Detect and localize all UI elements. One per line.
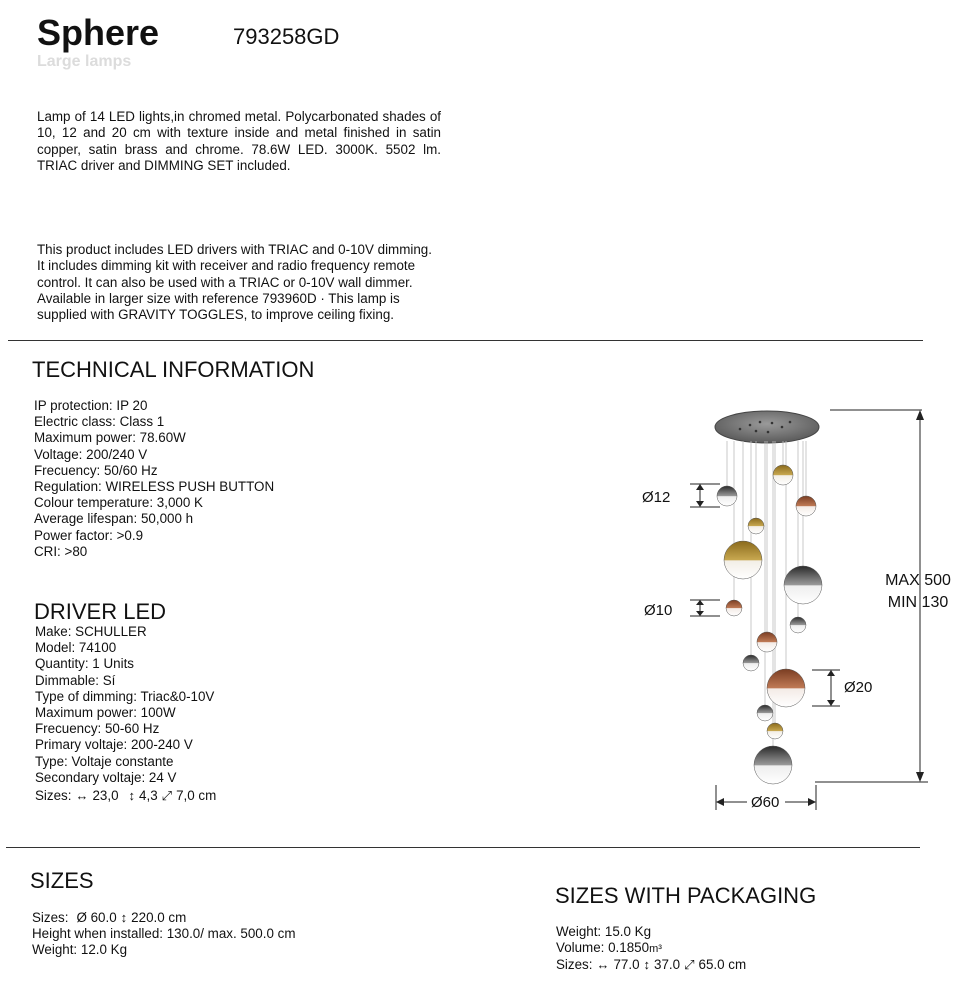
technical-line: IP protection: IP 20 <box>34 398 148 413</box>
packaging-width: 77.0 <box>613 957 640 973</box>
product-reference: 793258GD <box>233 24 340 49</box>
driver-sizes <box>35 788 216 804</box>
driver-height: 4,3 <box>139 788 158 804</box>
min-height-label: MIN 130 <box>887 594 949 611</box>
driver-line: Primary voltaje: 200-240 V <box>35 737 193 753</box>
sphere <box>757 632 777 652</box>
diameter-60-label: Ø60 <box>751 794 780 811</box>
sphere <box>757 705 773 721</box>
driver-sizes-label: Sizes: <box>35 788 72 804</box>
width-arrow-icon: ↔ <box>75 788 89 804</box>
diameter-12-label: Ø12 <box>642 489 671 506</box>
sizes-row <box>32 910 296 926</box>
sizes-installed-height: Height when installed: 130.0/ max. 500.0 cm <box>32 926 296 942</box>
technical-line: Power factor: >0.9 <box>34 527 144 543</box>
lamp-canopy <box>715 411 819 443</box>
technical-line: Frecuency: 50/60 Hz <box>34 462 158 478</box>
sphere <box>767 669 805 707</box>
technical-line: Voltage: 200/240 V <box>34 446 148 462</box>
height-arrow-icon: ↕ <box>120 910 128 925</box>
sphere <box>743 655 759 671</box>
driver-line: Frecuency: 50-60 Hz <box>35 721 160 737</box>
sizes-list <box>32 910 296 959</box>
sphere <box>724 541 762 579</box>
driver-heading: DRIVER LED <box>34 599 167 624</box>
lamp-spheres <box>717 465 822 784</box>
packaging-volume-value: Volume: 0.1850 <box>556 940 650 956</box>
sphere <box>748 518 764 534</box>
packaging-list <box>556 924 746 974</box>
width-arrow-icon: ↔ <box>596 957 610 973</box>
technical-line: Maximum power: 78.60W <box>34 430 186 446</box>
technical-line: CRI: >80 <box>34 543 88 559</box>
height-arrow-icon: ↕ <box>643 957 651 973</box>
packaging-volume-unit: m³ <box>649 943 662 956</box>
driver-width: 23,0 <box>92 788 119 804</box>
divider-top <box>8 340 923 341</box>
sphere <box>717 486 737 506</box>
technical-line: Average lifespan: 50,000 h <box>34 511 194 527</box>
diameter-20-label: Ø20 <box>844 679 873 696</box>
product-extra-info: This product includes LED drivers with TRIAC and 0-10V dimming. It includes dimming kit with receiver and radio frequency remote control. It can also be used with a TRIAC or 0-10V wall dimmer. Available in larger size with reference 793960D · This lamp is supplied with GRAVITY TOGGLES, to improve ceiling fixing. <box>37 242 432 323</box>
sphere <box>790 617 806 633</box>
depth-arrow-icon: ⤢ <box>684 957 695 973</box>
driver-depth: 7,0 cm <box>176 788 217 804</box>
max-height-label: MAX 500 <box>885 572 951 589</box>
sizes-diameter: Ø 60.0 <box>76 910 117 925</box>
packaging-height: 37.0 <box>654 957 681 973</box>
driver-line: Maximum power: 100W <box>35 705 176 721</box>
sizes-height: 220.0 cm <box>131 910 187 925</box>
technical-list <box>34 398 274 560</box>
packaging-volume <box>556 940 746 957</box>
driver-line: Quantity: 1 Units <box>35 656 134 672</box>
technical-line: Colour temperature: 3,000 K <box>34 495 203 511</box>
technical-heading: TECHNICAL INFORMATION <box>32 357 315 382</box>
sphere <box>754 746 792 784</box>
height-arrow-icon: ↕ <box>128 788 136 804</box>
driver-line: Make: SCHULLER <box>35 624 147 639</box>
technical-line: Electric class: Class 1 <box>34 414 165 430</box>
packaging-heading: SIZES WITH PACKAGING <box>555 883 817 908</box>
divider-bottom <box>6 847 920 848</box>
driver-line: Dimmable: Sí <box>35 672 116 688</box>
product-category: Large lamps <box>37 53 132 70</box>
packaging-sizes-label: Sizes: <box>556 957 593 973</box>
sphere <box>796 496 816 516</box>
sphere <box>784 566 822 604</box>
driver-line: Type of dimming: Triac&0-10V <box>35 688 215 704</box>
lamp-diagram <box>630 395 960 815</box>
technical-line: Regulation: WIRELESS PUSH BUTTON <box>34 479 275 495</box>
sphere <box>767 723 783 739</box>
product-title: Sphere <box>37 12 160 53</box>
driver-line: Model: 74100 <box>35 640 117 656</box>
depth-arrow-icon: ⤢ <box>161 788 173 804</box>
driver-list <box>35 624 216 804</box>
diameter-10-label: Ø10 <box>644 602 673 619</box>
sphere <box>726 600 742 616</box>
packaging-weight: Weight: 15.0 Kg <box>556 924 652 939</box>
packaging-sizes <box>556 957 746 973</box>
sizes-weight: Weight: 12.0 Kg <box>32 942 128 958</box>
sphere <box>773 465 793 485</box>
sizes-heading: SIZES <box>30 868 94 893</box>
packaging-depth: 65.0 cm <box>698 957 747 973</box>
product-description: Lamp of 14 LED lights,in chromed metal. Polycarbonated shades of 10, 12 and 20 cm with texture inside and metal finished in satin copper, satin brass and chrome. 78.6W LED. 3000K. 5502 lm. TRIAC driver and DIMMING SET included. <box>37 109 441 173</box>
driver-line: Type: Voltaje constante <box>35 753 174 769</box>
driver-line: Secondary voltaje: 24 V <box>35 769 177 785</box>
sizes-label: Sizes: <box>32 910 69 925</box>
